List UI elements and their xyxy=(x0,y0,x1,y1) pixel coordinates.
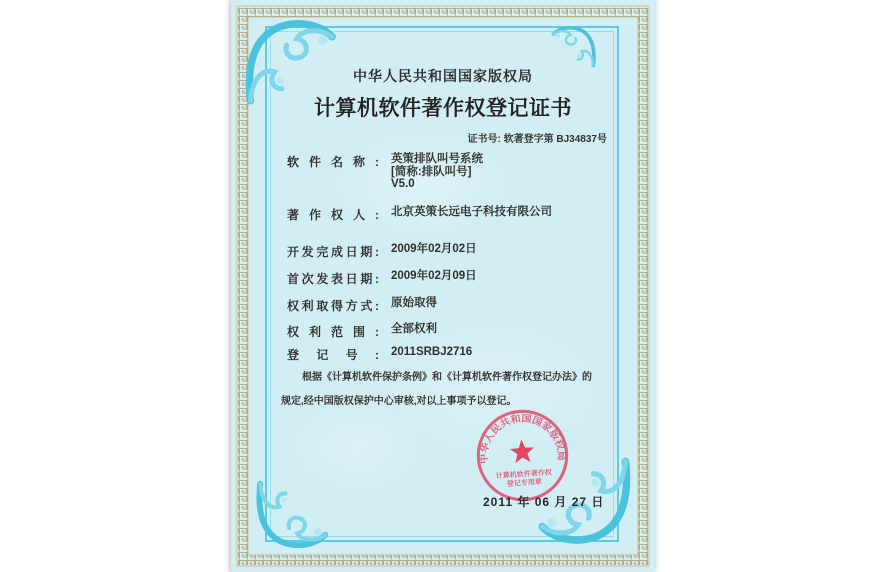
field-row-copyright-owner xyxy=(287,206,552,223)
official-seal xyxy=(472,405,573,506)
value-line: 2009年02月09日 xyxy=(391,270,477,282)
seal-ring-text: 中华人民共和国国家版权局 xyxy=(478,413,567,464)
value-line: 2009年02月02日 xyxy=(391,243,477,255)
value-line: [简称:排队叫号] xyxy=(391,165,472,178)
field-value xyxy=(391,323,437,336)
field-label: 登记号: xyxy=(287,348,379,362)
field-label: 软件名称: xyxy=(287,155,379,169)
issue-date: 2011 年 06 月 27 日 xyxy=(483,495,605,509)
corner-flourish-bottom-left xyxy=(249,480,341,554)
value-line: V5.0 xyxy=(391,178,415,190)
field-label: 权利范围: xyxy=(287,325,379,339)
corner-flourish-top-right xyxy=(547,22,597,68)
value-line: 2011SRBJ2716 xyxy=(391,346,473,358)
seal-inner-text-1: 计算机软件著作权 xyxy=(495,469,553,481)
certificate-number xyxy=(468,130,608,145)
field-value xyxy=(391,270,477,283)
field-value xyxy=(391,346,472,359)
field-row-rights-scope xyxy=(287,323,437,340)
certificate-number-value: 软著登字第 BJ34837号 xyxy=(503,134,607,145)
field-label: 开发完成日期: xyxy=(287,245,379,259)
value-line: 英策排队叫号系统 xyxy=(391,153,483,165)
field-value xyxy=(391,153,483,191)
field-value xyxy=(391,297,437,310)
field-row-rights-acquisition xyxy=(287,297,437,314)
field-row-registration-number xyxy=(287,346,472,363)
seal-inner-text-2: 登记专用章 xyxy=(506,478,543,489)
field-label: 权利取得方式: xyxy=(287,299,379,313)
value-line: 全部权利 xyxy=(391,323,437,335)
field-row-first-publish-date xyxy=(287,270,477,287)
value-line: 原始取得 xyxy=(391,297,437,309)
field-value xyxy=(391,243,477,256)
certificate-title: 计算机软件著作权登记证书 xyxy=(314,96,572,120)
star-icon xyxy=(509,439,535,464)
value-line: 北京英策长远电子科技有限公司 xyxy=(391,206,552,218)
statement-line: 根据《计算机软件保护条例》和《计算机软件著作权登记办法》的 xyxy=(302,372,592,383)
field-row-dev-complete-date xyxy=(287,243,477,260)
field-row-software-name xyxy=(287,153,483,191)
issuer-title: 中华人民共和国国家版权局 xyxy=(353,70,533,85)
field-label: 著作权人: xyxy=(287,208,379,222)
certificate-number-label: 证书号: xyxy=(467,134,501,145)
certificate-scan xyxy=(231,0,655,572)
field-value xyxy=(391,206,552,219)
statement-line: 规定,经中国版权保护中心审核,对以上事项予以登记。 xyxy=(281,396,517,407)
field-label: 首次发表日期: xyxy=(287,272,379,286)
